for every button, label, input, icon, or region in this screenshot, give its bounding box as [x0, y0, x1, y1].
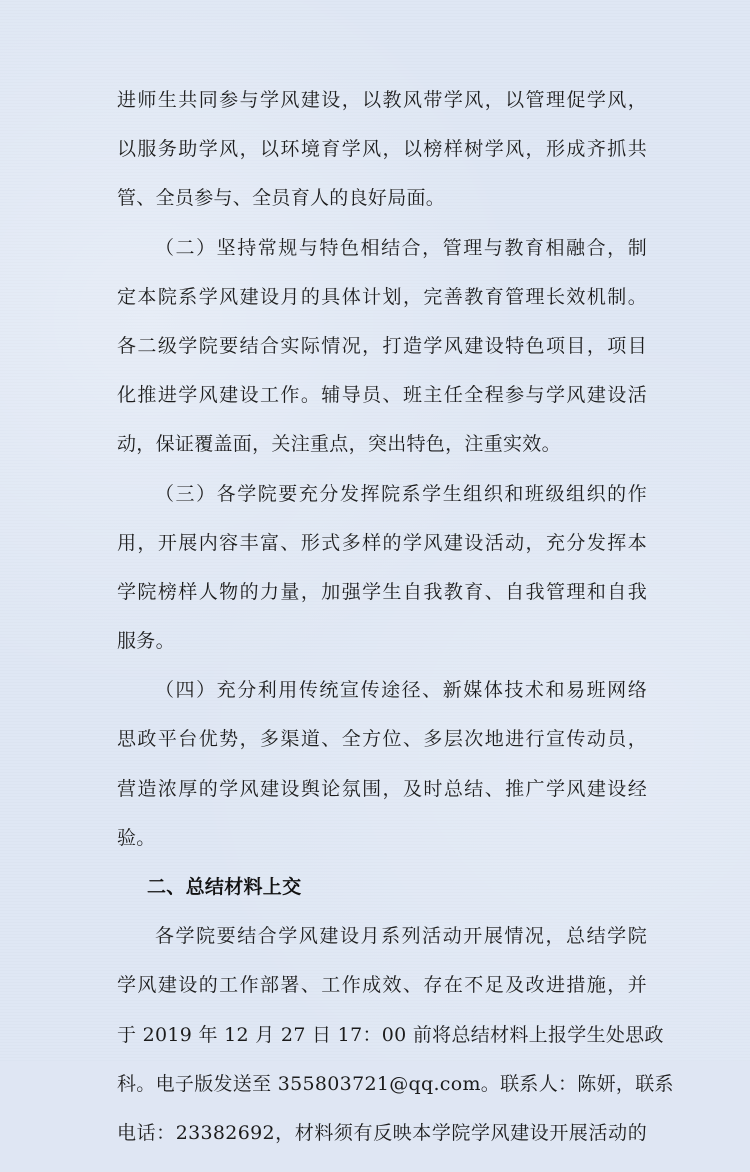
text-line: 电话：23382692，材料须有反映本学院学风建设开展活动的 — [117, 1121, 647, 1144]
text-line: 各二级学院要结合实际情况，打造学风建设特色项目，项目 — [117, 334, 647, 357]
text-line: 服务。 — [117, 630, 175, 653]
text-line: 学院榜样人物的力量，加强学生自我教育、自我管理和自我 — [117, 580, 647, 603]
section-heading: 二、总结材料上交 — [147, 876, 302, 898]
text-line: 思政平台优势，多渠道、全方位、多层次地进行宣传动员， — [117, 728, 647, 751]
text-line: （三）各学院要充分发挥院系学生组织和班级组织的作 — [155, 482, 647, 505]
text-line: 动，保证覆盖面，关注重点，突出特色，注重实效。 — [117, 433, 561, 456]
document-body — [117, 89, 674, 1172]
text-line: 于 2019 年 12 月 27 日 17：00 前将总结材料上报学生处思政 — [117, 1023, 664, 1046]
text-line: 验。 — [117, 826, 156, 849]
text-line: 管、全员参与、全员育人的良好局面。 — [117, 187, 446, 210]
text-line: 营造浓厚的学风建设舆论氛围，及时总结、推广学风建设经 — [117, 777, 647, 800]
text-line: 化推进学风建设工作。辅导员、班主任全程参与学风建设活 — [117, 384, 647, 407]
text-line: 科。电子版发送至 355803721@qq.com。联系人：陈妍，联系 — [117, 1072, 674, 1095]
text-line: （四）充分利用传统宣传途径、新媒体技术和易班网络 — [155, 679, 647, 702]
text-line: 进师生共同参与学风建设，以教风带学风，以管理促学风， — [117, 89, 647, 111]
text-line: （二）坚持常规与特色相结合，管理与教育相融合，制 — [155, 236, 647, 259]
text-line: 以服务助学风，以环境育学风，以榜样树学风，形成齐抓共 — [117, 138, 647, 161]
text-line: 定本院系学风建设月的具体计划，完善教育管理长效机制。 — [117, 285, 647, 308]
text-line: 学风建设的工作部署、工作成效、存在不足及改进措施，并 — [117, 974, 647, 997]
text-line: 用，开展内容丰富、形式多样的学风建设活动，充分发挥本 — [117, 531, 647, 554]
text-line: 各学院要结合学风建设月系列活动开展情况，总结学院 — [155, 925, 647, 948]
